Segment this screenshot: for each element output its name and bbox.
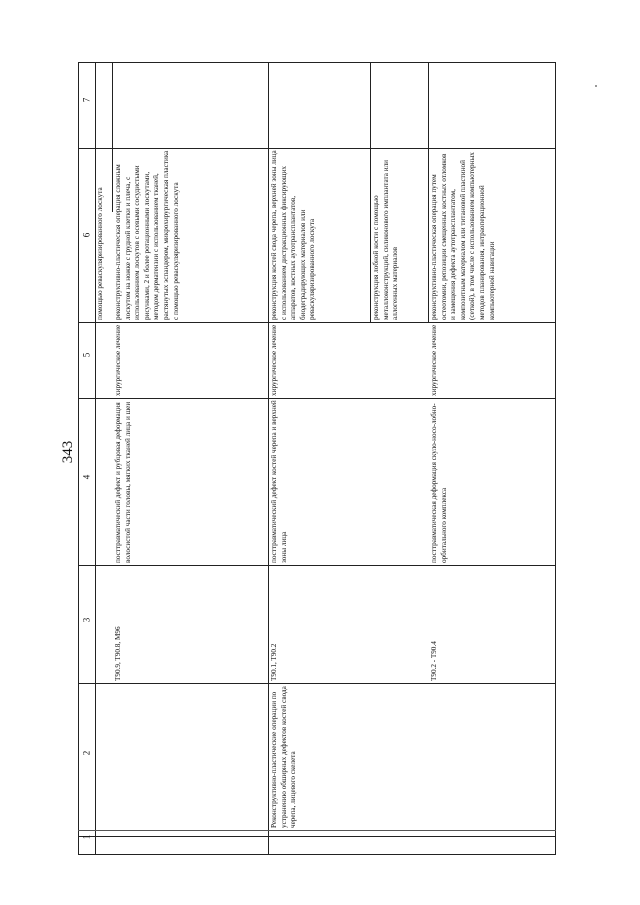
- group1-method: реконструктивно-пластическая операция сложным лоскутом на ножке с грудной клетки и плеча, с использованием лоскутов с осевыми сосудистыми рисунками, 2 и более ротационными лоскутами, методом дерматензии с использованием тканей, растянутых эспандером, микрохирургическая пластика с помощью реваскуляризированного лоскута: [114, 150, 180, 320]
- cell-fragment-col6: [96, 150, 112, 322]
- group3-diagnosis: посттравматическая деформация скуло-носо-лобно-орбитального комплекса: [430, 403, 448, 563]
- cell-group2-col6a: [270, 150, 368, 322]
- header-col-7: 7: [81, 97, 92, 103]
- header-col-5: 5: [81, 352, 92, 358]
- group2-codes: T90.1, T90.2: [270, 643, 278, 681]
- cell-group2-col3: [270, 567, 290, 681]
- col-separator-2: [268, 62, 269, 855]
- scan-speck: [595, 85, 597, 87]
- table-border-top: [78, 62, 556, 63]
- cell-group3-col3: [430, 567, 450, 681]
- cell-group1-col6: [114, 150, 266, 322]
- row-separator-2: [78, 836, 556, 837]
- row-separator-7: [78, 148, 556, 149]
- row-separator-6: [78, 322, 556, 323]
- header-col-4: 4: [81, 474, 92, 480]
- col-separator-4: [428, 62, 429, 322]
- cell-group2-col2: [270, 685, 342, 828]
- cell-group1-col4: [114, 400, 174, 563]
- group1-codes: T90.9, T90.8, M96: [114, 626, 122, 681]
- col-separator-1: [112, 62, 113, 212]
- cell-group3-col6: [430, 150, 553, 322]
- page-number: 343: [60, 440, 76, 464]
- row-separator-4: [78, 565, 556, 566]
- table-border-bottom: [78, 854, 556, 855]
- header-col-2: 2: [81, 750, 92, 756]
- group2-method-a: реконструкция костей свода черепа, верхней зоны лица с использованием дистракционных фиксирующих аппаратов, костных аутотрансплантатов, биодеградирующих материалов или реваскуляризированного лоскута: [270, 150, 317, 320]
- row-separator-3: [78, 683, 556, 684]
- group2-treatment: хирургическое лечение: [270, 324, 278, 396]
- cell-group2-col5: [270, 324, 310, 396]
- cell-group3-col5: [430, 324, 470, 396]
- group2-procedure-name: Реконструктивно-пластические операции по устранению обширных дефектов костей свода черепа, лицевого скелета: [270, 686, 298, 828]
- group1-treatment: хирургическое лечение: [114, 324, 122, 396]
- group1-diagnosis: посттравматический дефект и рубцовая деформация волосистой части головы, мягких тканей лица и шеи: [114, 401, 132, 563]
- header-col-3: 3: [81, 617, 92, 623]
- group2-method-b: реконструкция лобной кости с помощью металлоконструкций, силиконового имплантата или аллогенных материалов: [372, 159, 400, 320]
- table-border-left: [78, 62, 79, 855]
- group3-treatment: хирургическое лечение: [430, 324, 438, 396]
- fragment-text: помощью реваскуляризированного лоскута: [96, 187, 104, 320]
- cell-group3-col4: [430, 400, 470, 563]
- group3-method: реконструктивно-пластическая операция путем остеотомии, репозиции смещенных костных отломков и замещения дефекта аутотрансплантатом, композитным материалом или титановой пластиной (сеткой), в том числе с использованием компьютерных методов планирования, интраоперационной компьютерной навигации: [430, 152, 496, 320]
- cell-group2-col4: [270, 400, 310, 563]
- header-col-6: 6: [81, 232, 92, 238]
- row-separator-minor: [78, 830, 556, 831]
- cell-group2-col6b: [372, 150, 426, 322]
- cell-group1-col5: [114, 324, 154, 396]
- cell-group1-col3: [114, 567, 144, 681]
- header-col-1: 1: [81, 834, 92, 840]
- table-border-right: [555, 62, 556, 855]
- group3-codes: T90.2 - T90.4: [430, 641, 438, 681]
- col-separator-3: [370, 62, 371, 322]
- group2-diagnosis: посттравматический дефект костей черепа и верхней зоны лица: [270, 400, 288, 563]
- row-separator-5: [78, 398, 556, 399]
